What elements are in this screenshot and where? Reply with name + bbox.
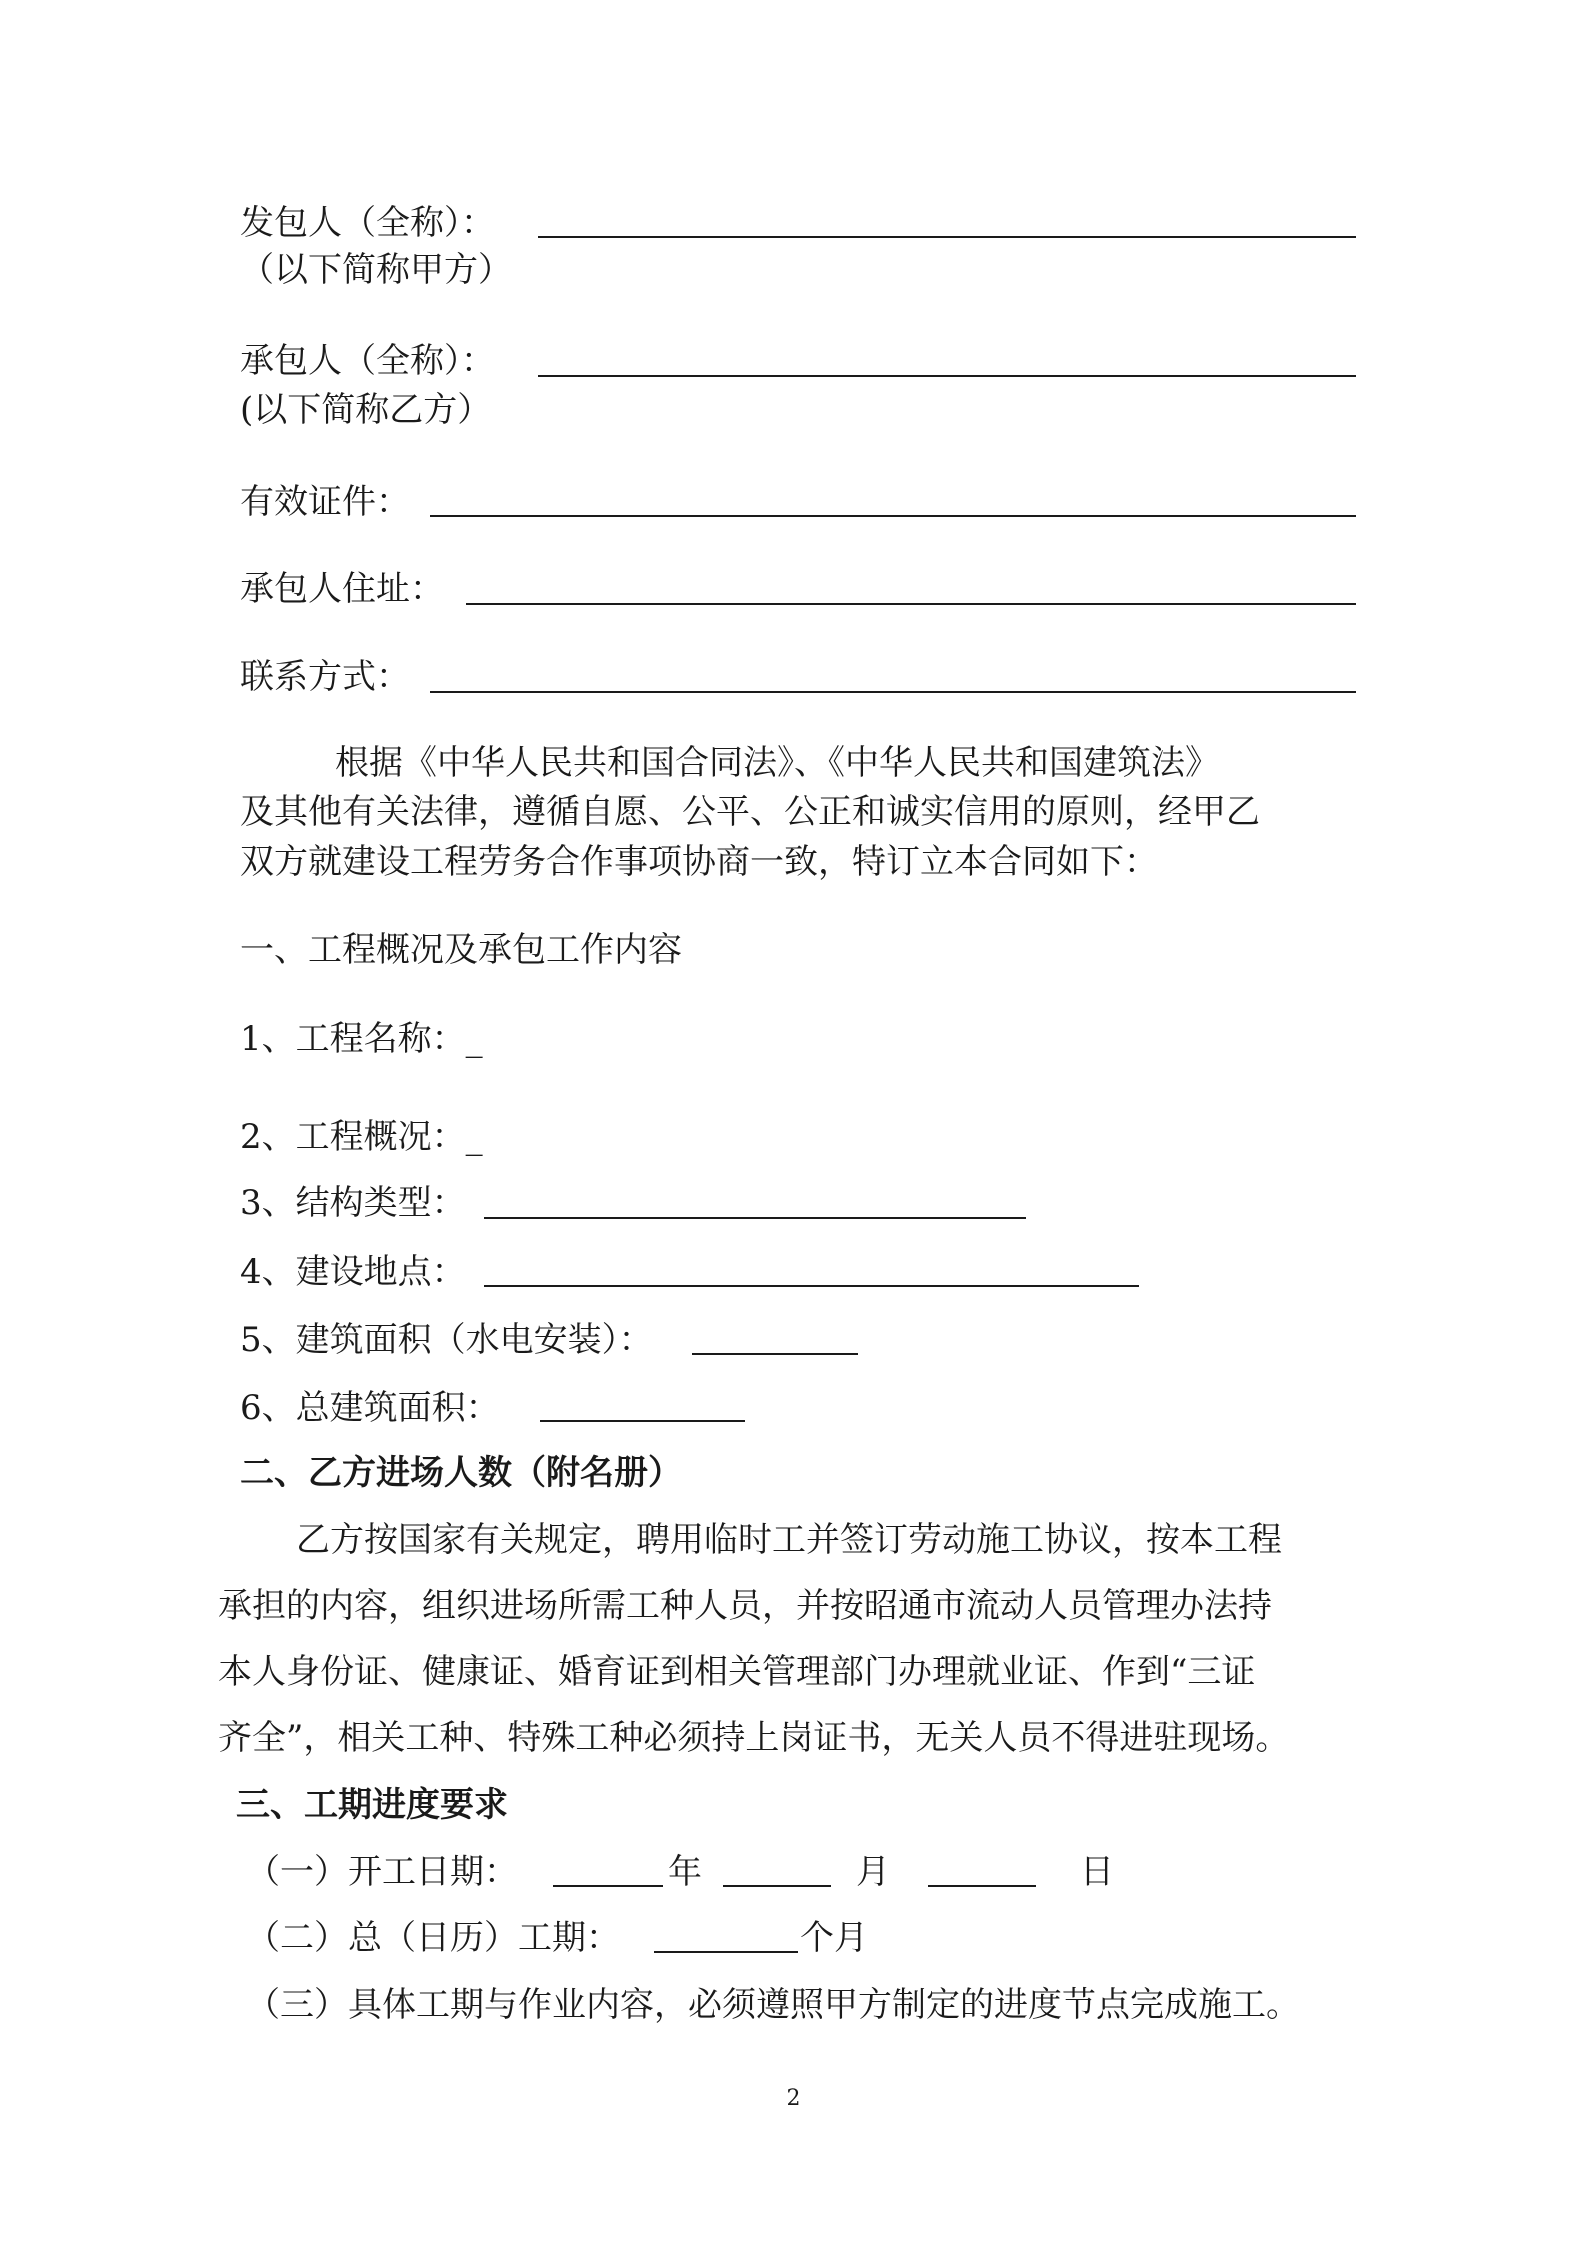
month-label: 月 [856, 1852, 890, 1892]
construction-site-field[interactable] [484, 1285, 1139, 1287]
item-total-building-area: 6、总建筑面积： [240, 1388, 500, 1428]
item-construction-site: 4、建设地点： [240, 1252, 466, 1292]
structure-type-field[interactable] [484, 1217, 1026, 1219]
contact-field[interactable] [430, 691, 1356, 693]
day-label: 日 [1080, 1852, 1114, 1892]
page-number: 2 [786, 2086, 801, 2111]
employer-name-field[interactable] [538, 236, 1356, 238]
contractor-note: (以下简称乙方） [240, 390, 492, 430]
schedule-detail: （三）具体工期与作业内容，必须遵照甲方制定的进度节点完成施工。 [246, 1985, 1300, 2025]
section-2-title: 二、乙方进场人数（附名册） [240, 1453, 682, 1493]
section-1-title: 一、工程概况及承包工作内容 [240, 930, 682, 970]
id-label: 有效证件： [240, 482, 410, 522]
item-project-overview: 2、工程概况：_ [240, 1117, 483, 1157]
address-label: 承包人住址： [240, 569, 444, 609]
start-year-field[interactable] [553, 1885, 663, 1887]
section-2-line-1: 乙方按国家有关规定，聘用临时工并签订劳动施工协议，按本工程 [296, 1520, 1282, 1560]
year-label: 年 [668, 1852, 702, 1892]
duration-label: （二）总（日历）工期： [246, 1918, 620, 1958]
preamble-line-2: 及其他有关法律，遵循自愿、公平、公正和诚实信用的原则，经甲乙 [240, 792, 1260, 832]
section-2-line-2: 承担的内容，组织进场所需工种人员，并按昭通市流动人员管理办法持 [218, 1586, 1272, 1626]
item-building-area-mep: 5、建筑面积（水电安装）： [240, 1320, 653, 1360]
total-building-area-field[interactable] [540, 1420, 745, 1422]
duration-unit: 个月 [800, 1918, 868, 1958]
item-project-name: 1、工程名称：_ [240, 1019, 483, 1059]
contractor-name-field[interactable] [538, 375, 1356, 377]
employer-label: 发包人（全称）： [240, 203, 495, 243]
start-day-field[interactable] [928, 1885, 1036, 1887]
start-month-field[interactable] [723, 1885, 831, 1887]
item-structure-type: 3、结构类型： [240, 1183, 466, 1223]
start-date-label: （一）开工日期： [246, 1852, 518, 1892]
contractor-label: 承包人（全称）： [240, 341, 495, 381]
id-field[interactable] [430, 515, 1356, 517]
section-2-line-3: 本人身份证、健康证、婚育证到相关管理部门办理就业证、作到“三证 [218, 1652, 1256, 1692]
contact-label: 联系方式： [240, 657, 410, 697]
section-3-title: 三、工期进度要求 [236, 1785, 508, 1825]
preamble-line-3: 双方就建设工程劳务合作事项协商一致，特订立本合同如下： [240, 842, 1158, 882]
section-2-line-4: 齐全”，相关工种、特殊工种必须持上岗证书，无关人员不得进驻现场。 [218, 1718, 1290, 1758]
building-area-mep-field[interactable] [692, 1353, 858, 1355]
duration-field[interactable] [654, 1951, 798, 1953]
address-field[interactable] [466, 603, 1356, 605]
preamble-line-1: 根据《中华人民共和国合同法》、《中华人民共和国建筑法》 [335, 743, 1219, 783]
employer-note: （以下简称甲方） [240, 250, 512, 290]
